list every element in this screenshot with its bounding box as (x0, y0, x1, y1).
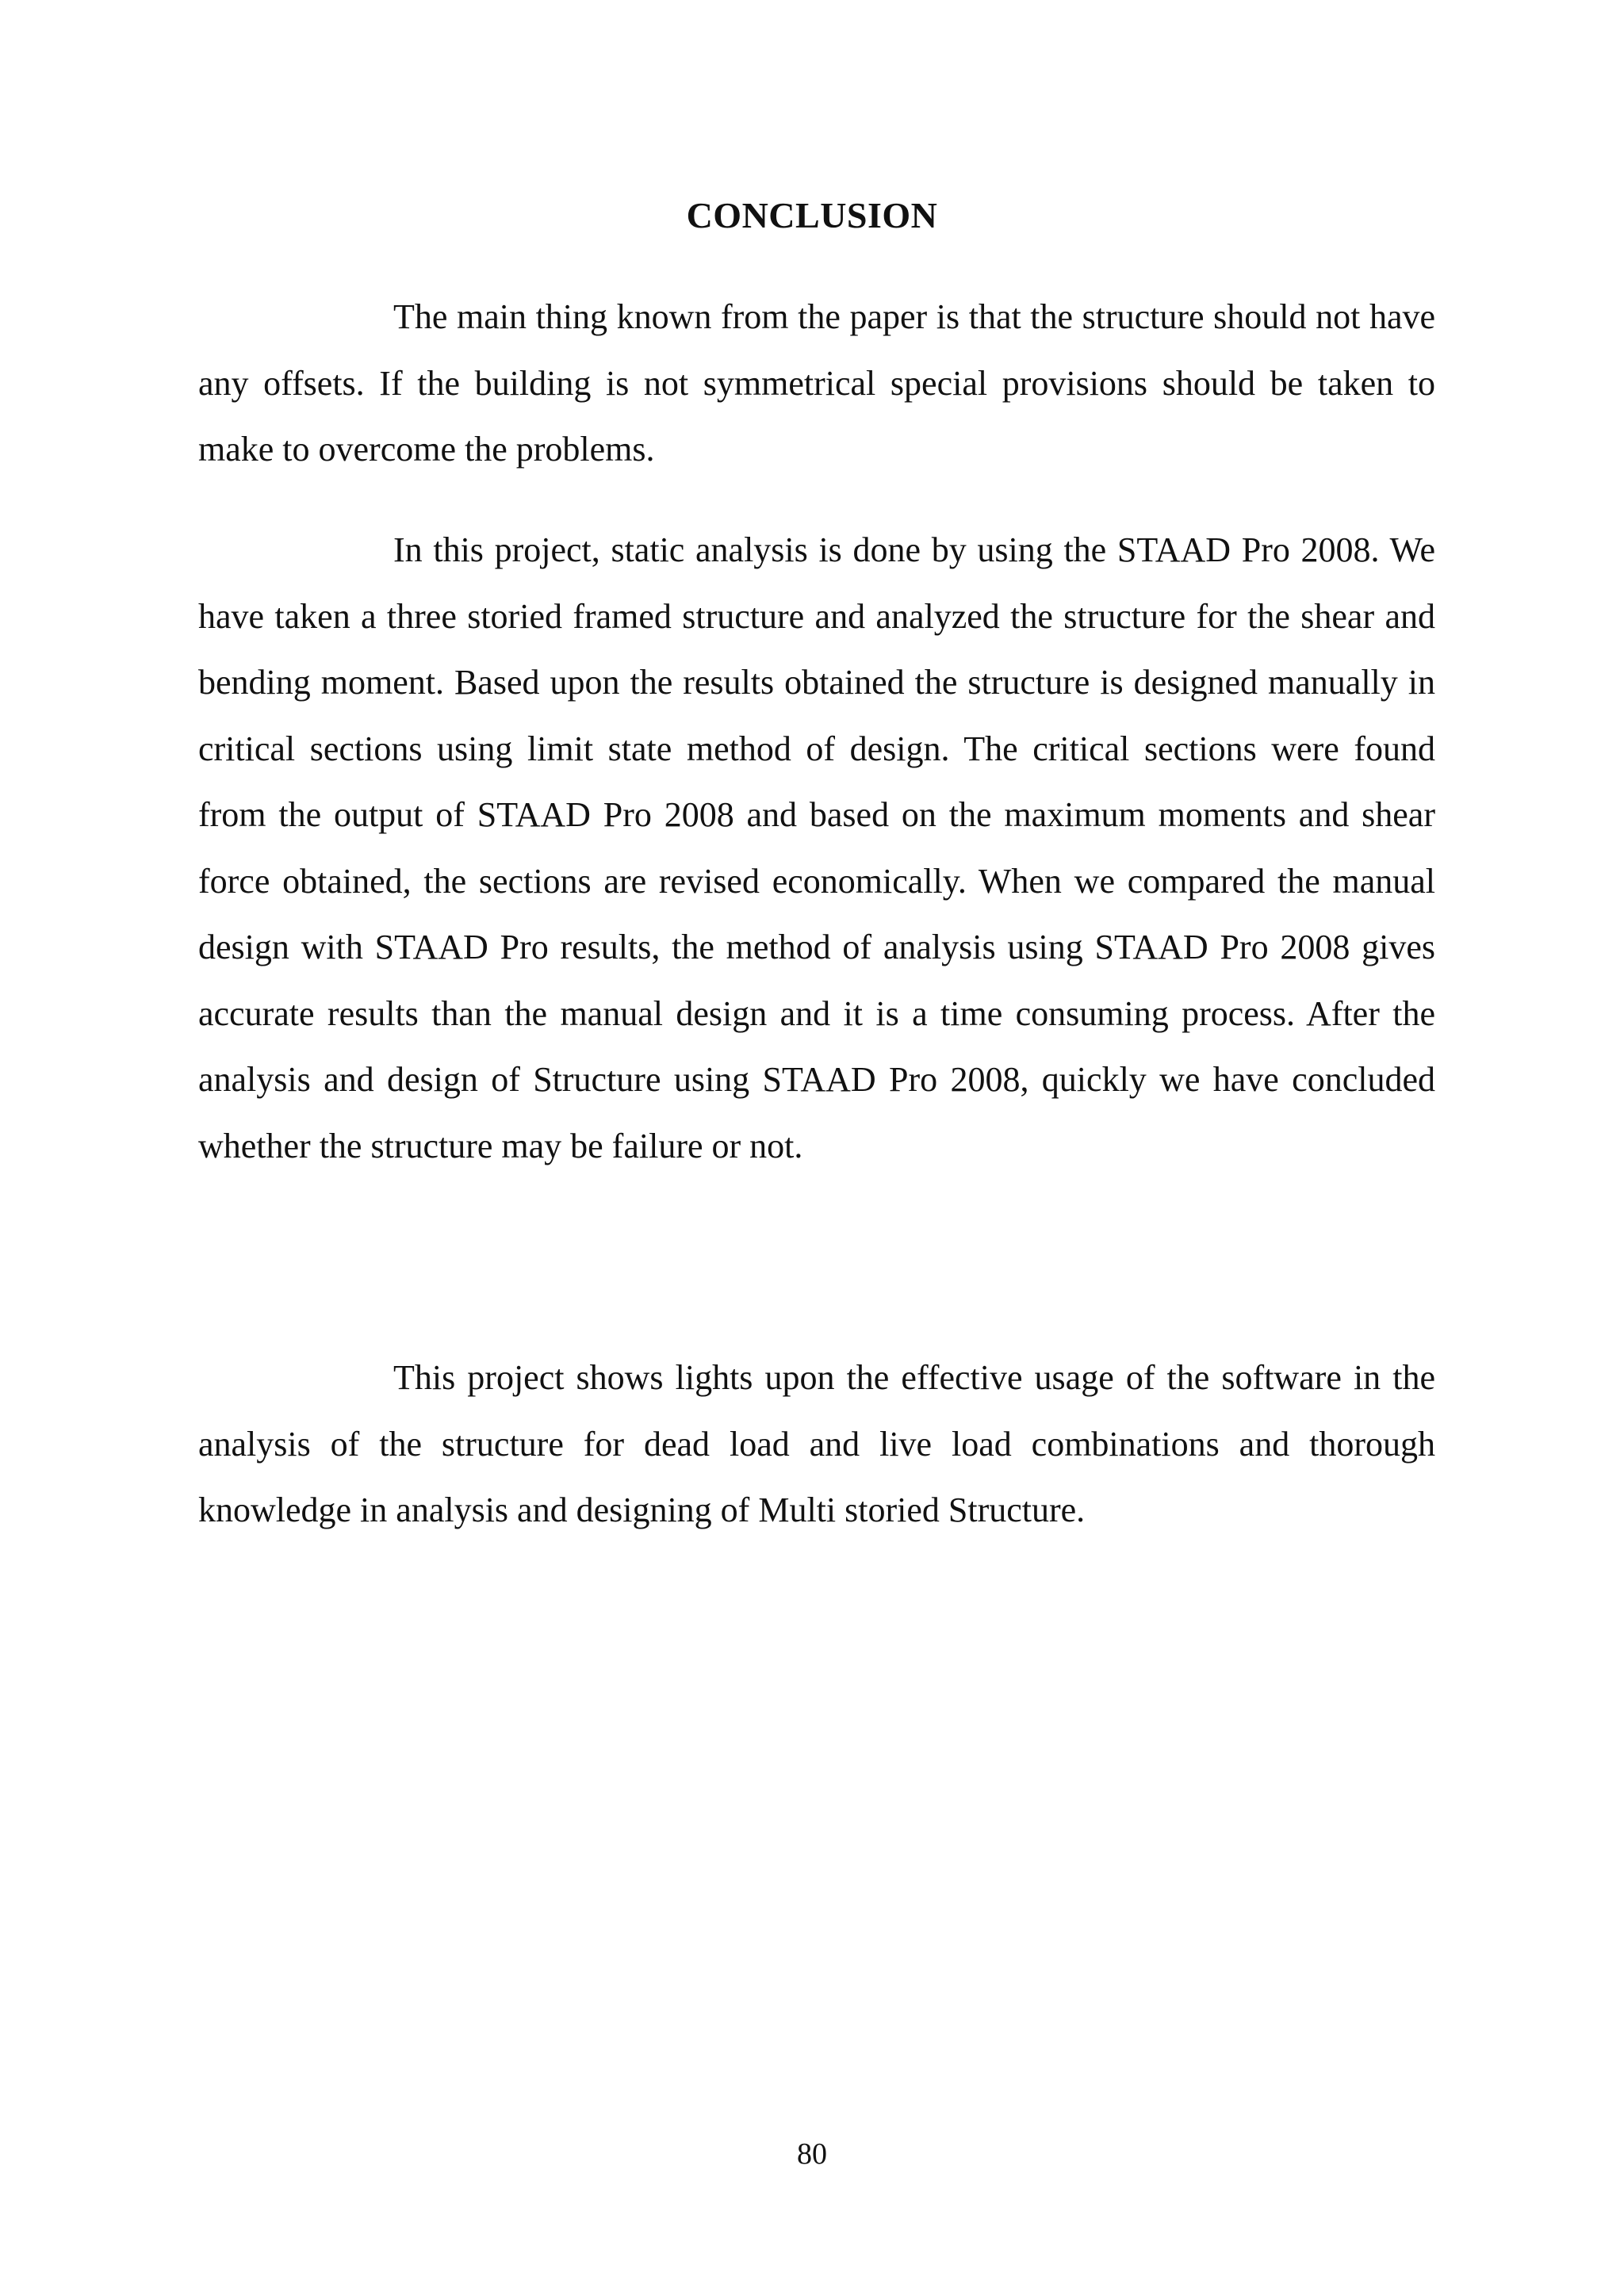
paragraph-staad-analysis: In this project, static analysis is done by using the STAAD Pro 2008. We have taken a three storied framed structure and analyzed the structure for the shear and bending moment. Based upon the results obtained the structure is designed manually in critical sections using limit state method of design. The critical sections were found from the output of STAAD Pro 2008 and based on the maximum moments and shear force obtained, the sections are revised economically. When we compared the manual design with STAAD Pro results, the method of analysis using STAAD Pro 2008 gives accurate results than the manual design and it is a time consuming process. After the analysis and design of Structure using STAAD Pro 2008, quickly we have concluded whether the structure may be failure or not. (198, 530, 1435, 1165)
paragraph-offsets: The main thing known from the paper is that the structure should not have any offsets. If the building is not symmetrical special provisions should be taken to make to overcome the problems. (198, 297, 1435, 469)
page-number: 80 (797, 2137, 827, 2171)
paragraph-project-summary: This project shows lights upon the effective usage of the software in the analysis of the structure for dead load and live load combinations and thorough knowledge in analysis and designing of Multi storied Structure. (198, 1358, 1435, 1529)
section-title: CONCLUSION (686, 195, 938, 235)
